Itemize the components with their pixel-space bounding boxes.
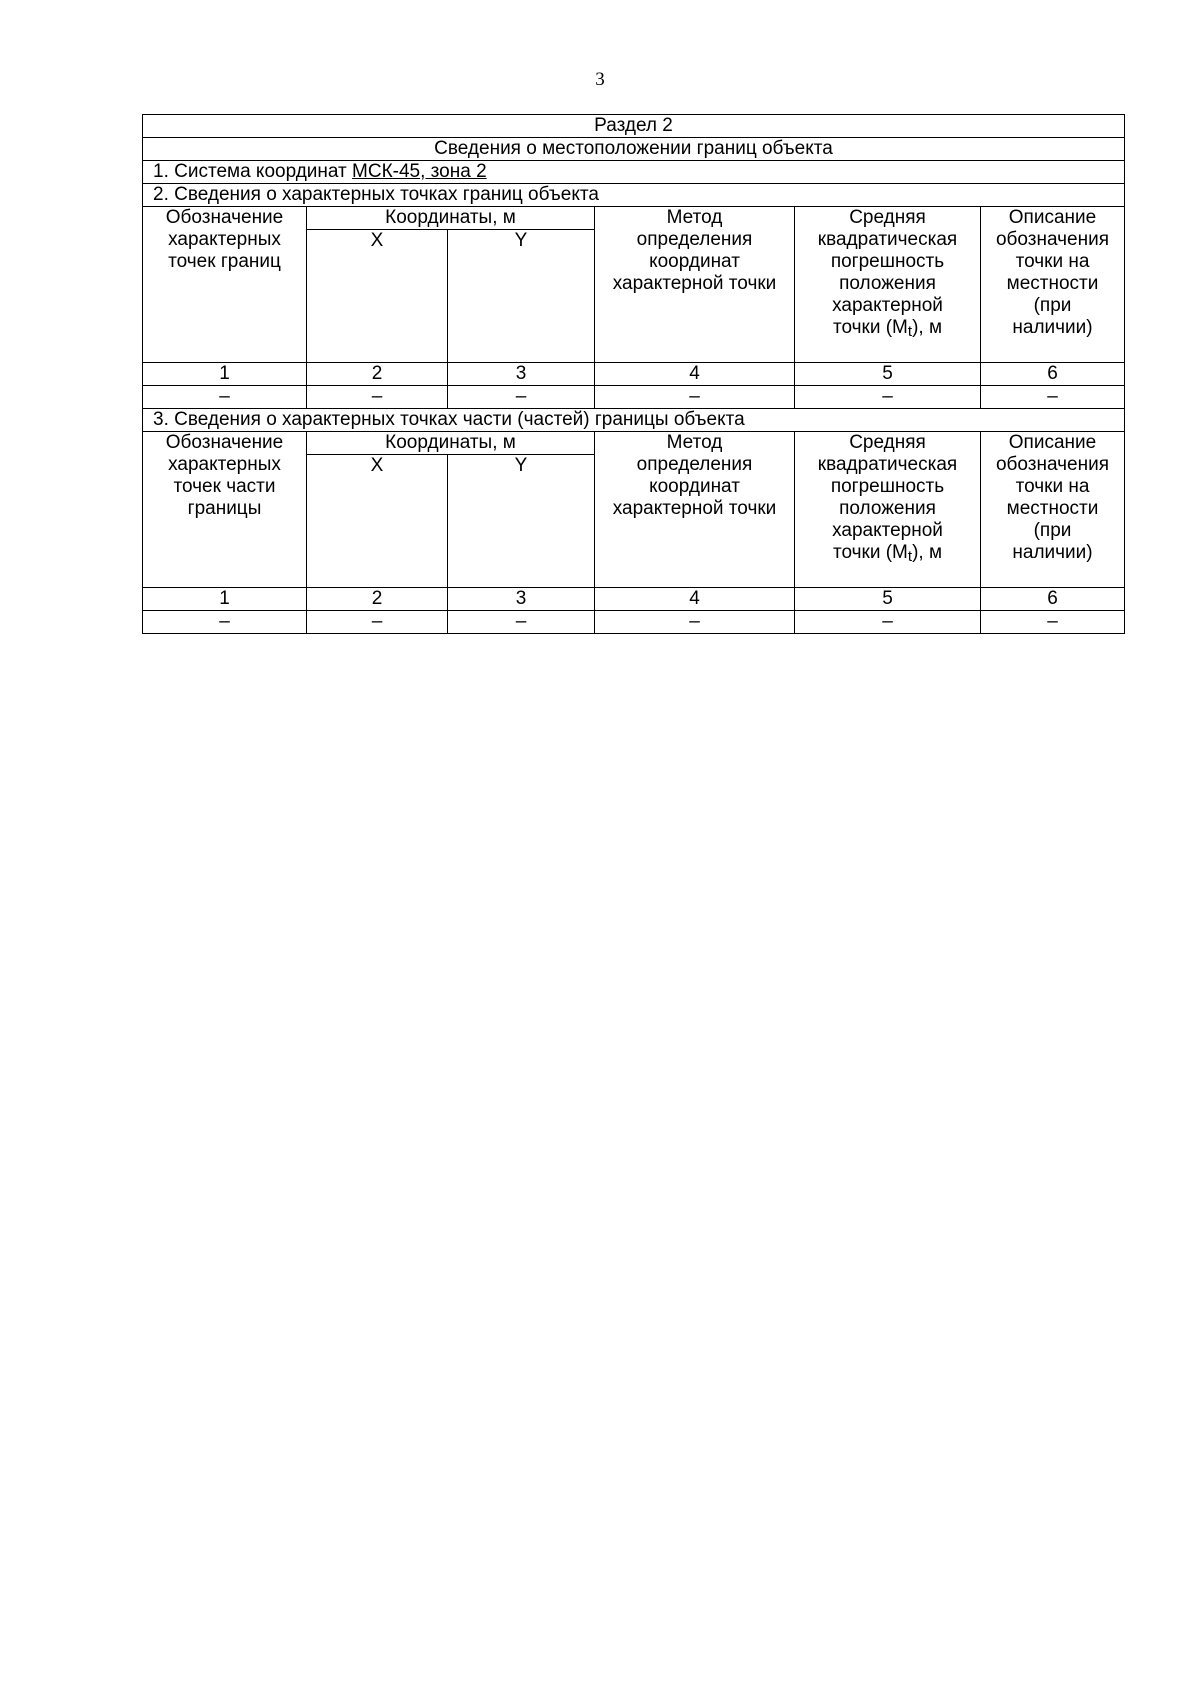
part3-accuracy-subscript: t xyxy=(907,548,913,565)
section-title: Раздел 2 xyxy=(143,115,1125,138)
part3-col-y: Y xyxy=(448,455,595,588)
part2-col-x: X xyxy=(307,230,448,363)
part2-value-cell: – xyxy=(448,386,595,409)
part2-accuracy-subscript: t xyxy=(907,323,913,340)
part3-heading-row xyxy=(143,409,1125,432)
part3-num-cell: 5 xyxy=(795,588,981,611)
part3-col-x: X xyxy=(307,455,448,588)
part2-col-description: Описание обозначения точки на местности (при наличии) xyxy=(981,207,1125,363)
section-subtitle: Сведения о местоположении границ объекта xyxy=(143,138,1125,161)
part2-num-cell: 6 xyxy=(981,363,1125,386)
part3-header-row-1 xyxy=(143,432,1125,455)
part3-col-designation: Обозначение характерных точек части границы xyxy=(143,432,307,588)
part2-numbers-row xyxy=(143,363,1125,386)
part3-col-coords: Координаты, м xyxy=(307,432,595,455)
part2-accuracy-unit: ), м xyxy=(912,317,943,338)
part3-accuracy-unit: ), м xyxy=(912,542,943,563)
part2-value-cell: – xyxy=(595,386,795,409)
part2-heading: 2. Сведения о характерных точках границ объекта xyxy=(143,184,1125,207)
part3-num-cell: 4 xyxy=(595,588,795,611)
part2-num-cell: 1 xyxy=(143,363,307,386)
part2-col-y: Y xyxy=(448,230,595,363)
part3-value-cell: – xyxy=(307,611,448,634)
part3-value-cell: – xyxy=(595,611,795,634)
part2-value-cell: – xyxy=(143,386,307,409)
part3-num-cell: 1 xyxy=(143,588,307,611)
section-title-row xyxy=(143,115,1125,138)
part3-col-description: Описание обозначения точки на местности (при наличии) xyxy=(981,432,1125,588)
part3-num-cell: 3 xyxy=(448,588,595,611)
part2-accuracy-text: Средняя квадратическая погрешность положения характерной точки (M xyxy=(817,207,958,338)
part3-numbers-row xyxy=(143,588,1125,611)
part2-col-coords: Координаты, м xyxy=(307,207,595,230)
part2-col-accuracy xyxy=(795,207,981,363)
part2-heading-row xyxy=(143,184,1125,207)
part2-num-cell: 2 xyxy=(307,363,448,386)
part3-num-cell: 6 xyxy=(981,588,1125,611)
part2-value-cell: – xyxy=(795,386,981,409)
part3-data-row xyxy=(143,611,1125,634)
page-number: 3 xyxy=(595,69,605,90)
part3-value-cell: – xyxy=(795,611,981,634)
part2-col-method: Метод определения координат характерной точки xyxy=(595,207,795,363)
coord-system-cell xyxy=(143,161,1125,184)
part2-num-cell: 4 xyxy=(595,363,795,386)
part3-num-cell: 2 xyxy=(307,588,448,611)
part2-col-designation: Обозначение характерных точек границ xyxy=(143,207,307,363)
part3-value-cell: – xyxy=(981,611,1125,634)
coord-system-row xyxy=(143,161,1125,184)
part3-col-accuracy xyxy=(795,432,981,588)
part3-col-method: Метод определения координат характерной точки xyxy=(595,432,795,588)
part3-heading: 3. Сведения о характерных точках части (частей) границы объекта xyxy=(143,409,1125,432)
coord-system-label: 1. Система координат xyxy=(153,161,353,182)
part2-value-cell: – xyxy=(307,386,448,409)
part3-value-cell: – xyxy=(143,611,307,634)
part2-num-cell: 3 xyxy=(448,363,595,386)
part2-value-cell: – xyxy=(981,386,1125,409)
coord-system-value: МСК-45, зона 2 xyxy=(352,161,487,182)
part2-data-row xyxy=(143,386,1125,409)
part2-header-row-1 xyxy=(143,207,1125,230)
section-subtitle-row xyxy=(143,138,1125,161)
section-2-table xyxy=(142,114,1125,634)
part3-value-cell: – xyxy=(448,611,595,634)
part2-num-cell: 5 xyxy=(795,363,981,386)
part3-accuracy-text: Средняя квадратическая погрешность положения характерной точки (M xyxy=(817,432,958,563)
